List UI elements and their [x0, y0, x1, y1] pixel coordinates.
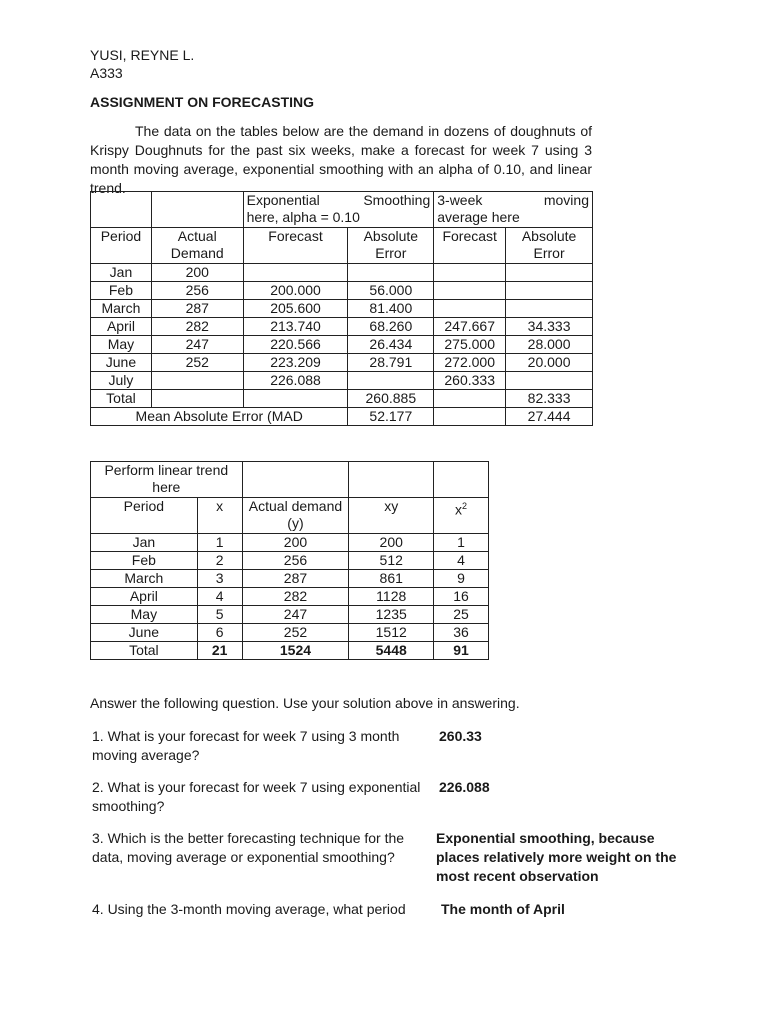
cell-period: June	[91, 354, 152, 372]
instructions: Answer the following question. Use your solution above in answering.	[90, 695, 520, 711]
table-row	[91, 588, 489, 606]
cell-ma-forecast	[434, 300, 506, 318]
exp-header-word-2: Smoothing	[363, 192, 431, 208]
cell-y: 252	[242, 624, 349, 642]
total-y: 1524	[242, 642, 349, 660]
cell-period: May	[91, 336, 152, 354]
table-row	[91, 354, 593, 372]
cell-ma-forecast	[434, 264, 506, 282]
cell-x-squared: 4	[434, 552, 489, 570]
mad-ma: 27.444	[506, 408, 593, 426]
cell-y: 247	[242, 606, 349, 624]
intro-paragraph: The data on the tables below are the demand in dozens of doughnuts of Krispy Doughnuts for the past six weeks, make a forecast for week 7 using 3 month moving average, exponential smoothing with an alpha of 0.10, and linear trend.	[90, 123, 592, 196]
cell-x-squared: 1	[434, 534, 489, 552]
table-row	[91, 534, 489, 552]
cell-exp-abs-error: 81.400	[348, 300, 434, 318]
cell-ma-forecast	[434, 282, 506, 300]
cell-ma-abs-error	[506, 372, 593, 390]
cell-x-squared: 36	[434, 624, 489, 642]
x-squared-exponent: 2	[462, 501, 468, 511]
cell-xy: 1235	[349, 606, 434, 624]
cell-xy: 1512	[349, 624, 434, 642]
cell-x-squared: 9	[434, 570, 489, 588]
cell-period: March	[91, 300, 152, 318]
blank-cell	[349, 462, 434, 498]
table-row	[91, 264, 593, 282]
col-exp-forecast: Forecast	[243, 228, 348, 264]
cell-exp-forecast: 220.566	[243, 336, 348, 354]
col-exp-abs-error: Absolute Error	[348, 228, 434, 264]
cell-ma-abs-error: 34.333	[506, 318, 593, 336]
cell-period: Feb	[91, 552, 198, 570]
total-label: Total	[91, 390, 152, 408]
cell-ma-abs-error	[506, 282, 593, 300]
forecast-table	[90, 191, 593, 426]
col-period: Period	[91, 228, 152, 264]
ma-header-word-2: moving	[543, 192, 589, 208]
cell-xy: 1128	[349, 588, 434, 606]
cell-x: 3	[197, 570, 242, 588]
cell-ma-forecast: 260.333	[434, 372, 506, 390]
ma-header-word-1: 3-week	[437, 192, 483, 208]
student-section: A333	[90, 65, 123, 81]
cell-ma-abs-error	[506, 300, 593, 318]
mad-exp: 52.177	[348, 408, 434, 426]
col-ma-abs-error: Absolute Error	[506, 228, 593, 264]
cell-exp-forecast: 223.209	[243, 354, 348, 372]
col-actual-demand: Actual Demand	[151, 228, 243, 264]
cell-actual-demand: 287	[151, 300, 243, 318]
cell-y: 282	[242, 588, 349, 606]
cell-actual-demand: 200	[151, 264, 243, 282]
blank-cell	[434, 390, 506, 408]
table-row	[91, 336, 593, 354]
exp-header-alpha: here, alpha = 0.10	[246, 209, 360, 225]
cell-ma-forecast: 247.667	[434, 318, 506, 336]
x-squared-base: x	[455, 501, 463, 518]
blank-cell	[242, 462, 349, 498]
table-row	[91, 624, 489, 642]
moving-average-header	[434, 192, 593, 228]
table-row	[91, 372, 593, 390]
cell-exp-abs-error: 26.434	[348, 336, 434, 354]
cell-period: July	[91, 372, 152, 390]
cell-xy: 861	[349, 570, 434, 588]
question-3: 3. Which is the better forecasting technique for the data, moving average or exponential smoothing?	[92, 830, 405, 865]
cell-ma-abs-error: 20.000	[506, 354, 593, 372]
cell-x: 5	[197, 606, 242, 624]
cell-period: Jan	[91, 264, 152, 282]
cell-exp-abs-error	[348, 372, 434, 390]
table-row	[91, 570, 489, 588]
question-2: 2. What is your forecast for week 7 using exponential smoothing?	[92, 779, 421, 814]
cell-xy: 200	[349, 534, 434, 552]
question-1: 1. What is your forecast for week 7 using 3 month moving average?	[92, 728, 400, 763]
exp-smoothing-header	[243, 192, 434, 228]
total-ma-error: 82.333	[506, 390, 593, 408]
total-exp-error: 260.885	[348, 390, 434, 408]
blank-cell	[151, 390, 243, 408]
cell-ma-abs-error	[506, 264, 593, 282]
cell-exp-abs-error: 28.791	[348, 354, 434, 372]
col-x: x	[197, 498, 242, 534]
cell-exp-forecast	[243, 264, 348, 282]
cell-x-squared: 16	[434, 588, 489, 606]
cell-x-squared: 25	[434, 606, 489, 624]
cell-actual-demand: 256	[151, 282, 243, 300]
cell-exp-forecast: 205.600	[243, 300, 348, 318]
cell-ma-forecast: 272.000	[434, 354, 506, 372]
cell-exp-forecast: 213.740	[243, 318, 348, 336]
cell-period: Jan	[91, 534, 198, 552]
cell-period: April	[91, 318, 152, 336]
cell-exp-forecast: 200.000	[243, 282, 348, 300]
cell-ma-forecast: 275.000	[434, 336, 506, 354]
linear-trend-title: Perform linear trend here	[91, 462, 243, 498]
blank-cell	[434, 408, 506, 426]
cell-period: June	[91, 624, 198, 642]
col-xy: xy	[349, 498, 434, 534]
cell-ma-abs-error: 28.000	[506, 336, 593, 354]
cell-period: March	[91, 570, 198, 588]
ma-header-word-3: average here	[437, 209, 520, 225]
cell-x: 2	[197, 552, 242, 570]
cell-y: 200	[242, 534, 349, 552]
blank-cell	[434, 462, 489, 498]
student-name: YUSI, REYNE L.	[90, 47, 195, 63]
col-period: Period	[91, 498, 198, 534]
cell-exp-abs-error: 56.000	[348, 282, 434, 300]
table-row	[91, 552, 489, 570]
cell-period: April	[91, 588, 198, 606]
linear-trend-table	[90, 461, 489, 660]
col-x-squared	[434, 498, 489, 534]
cell-exp-abs-error: 68.260	[348, 318, 434, 336]
blank-cell	[151, 192, 243, 228]
cell-actual-demand: 252	[151, 354, 243, 372]
total-xy: 5448	[349, 642, 434, 660]
blank-cell	[243, 390, 348, 408]
total-row	[91, 642, 489, 660]
page-title: ASSIGNMENT ON FORECASTING	[90, 94, 315, 110]
total-label: Total	[91, 642, 198, 660]
table-row	[91, 606, 489, 624]
answer-4: The month of April	[441, 901, 565, 917]
total-x: 21	[197, 642, 242, 660]
cell-x: 4	[197, 588, 242, 606]
col-actual-demand-y: Actual demand (y)	[242, 498, 349, 534]
cell-actual-demand: 282	[151, 318, 243, 336]
blank-cell	[91, 192, 152, 228]
cell-xy: 512	[349, 552, 434, 570]
cell-actual-demand: 247	[151, 336, 243, 354]
cell-exp-abs-error	[348, 264, 434, 282]
cell-x: 1	[197, 534, 242, 552]
total-x-squared: 91	[434, 642, 489, 660]
mad-label: Mean Absolute Error (MAD	[91, 408, 348, 426]
table-row	[91, 282, 593, 300]
answer-2: 226.088	[439, 779, 490, 795]
cell-period: May	[91, 606, 198, 624]
cell-actual-demand	[151, 372, 243, 390]
cell-y: 256	[242, 552, 349, 570]
cell-exp-forecast: 226.088	[243, 372, 348, 390]
exp-header-word-1: Exponential	[246, 192, 320, 208]
cell-period: Feb	[91, 282, 152, 300]
table-row	[91, 318, 593, 336]
table-row	[91, 300, 593, 318]
cell-y: 287	[242, 570, 349, 588]
col-ma-forecast: Forecast	[434, 228, 506, 264]
answer-1: 260.33	[439, 728, 482, 744]
answer-3: Exponential smoothing, because places relatively more weight on the most recent observation	[436, 830, 677, 884]
question-4: 4. Using the 3-month moving average, what period	[92, 901, 406, 917]
cell-x: 6	[197, 624, 242, 642]
